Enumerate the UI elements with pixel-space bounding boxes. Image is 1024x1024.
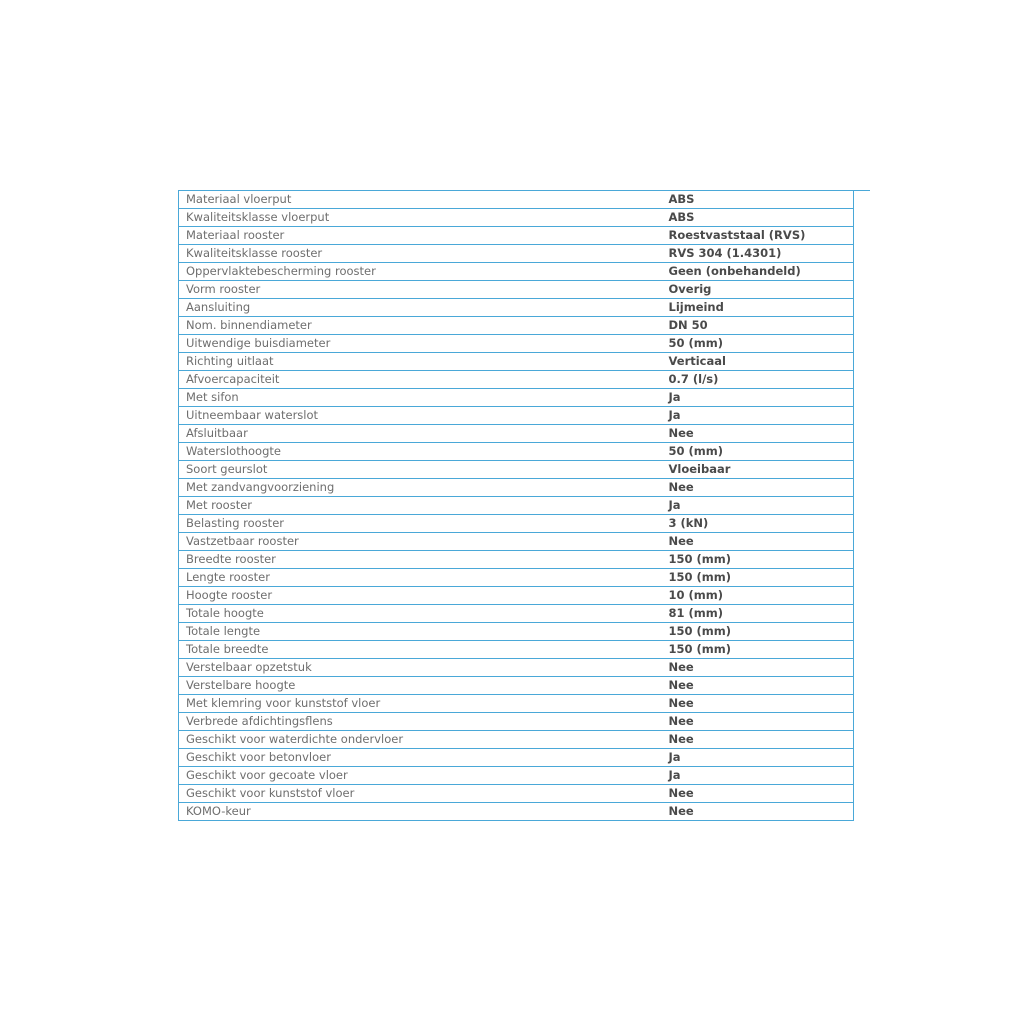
- spec-label: Verstelbare hoogte: [179, 677, 662, 695]
- spec-row: [179, 695, 854, 713]
- spec-row: [179, 515, 854, 533]
- spec-value: ABS: [662, 209, 854, 227]
- spec-label: Uitneembaar waterslot: [179, 407, 662, 425]
- spec-row: [179, 569, 854, 587]
- spec-value: 50 (mm): [662, 443, 854, 461]
- spec-label: Materiaal vloerput: [179, 191, 662, 209]
- spec-label: Materiaal rooster: [179, 227, 662, 245]
- spec-value: Nee: [662, 713, 854, 731]
- spec-label: Soort geurslot: [179, 461, 662, 479]
- spec-row: [179, 191, 854, 209]
- spec-label: Geschikt voor betonvloer: [179, 749, 662, 767]
- spec-value: Nee: [662, 785, 854, 803]
- spec-value: DN 50: [662, 317, 854, 335]
- spec-value: 150 (mm): [662, 641, 854, 659]
- spec-value: 150 (mm): [662, 569, 854, 587]
- spec-value: 50 (mm): [662, 335, 854, 353]
- spec-row: [179, 299, 854, 317]
- spec-label: KOMO-keur: [179, 803, 662, 821]
- spec-label: Uitwendige buisdiameter: [179, 335, 662, 353]
- spec-value: 150 (mm): [662, 551, 854, 569]
- spec-table-container: [178, 190, 854, 821]
- spec-label: Belasting rooster: [179, 515, 662, 533]
- spec-label: Nom. binnendiameter: [179, 317, 662, 335]
- spec-row: [179, 209, 854, 227]
- spec-value: Nee: [662, 803, 854, 821]
- spec-label: Totale hoogte: [179, 605, 662, 623]
- spec-value: 10 (mm): [662, 587, 854, 605]
- spec-label: Geschikt voor gecoate vloer: [179, 767, 662, 785]
- spec-value: 3 (kN): [662, 515, 854, 533]
- specifications-table: [178, 190, 854, 821]
- spec-row: [179, 479, 854, 497]
- spec-label: Met rooster: [179, 497, 662, 515]
- spec-row: [179, 605, 854, 623]
- spec-row: [179, 443, 854, 461]
- spec-label: Richting uitlaat: [179, 353, 662, 371]
- spec-row: [179, 335, 854, 353]
- spec-label: Kwaliteitsklasse rooster: [179, 245, 662, 263]
- spec-row: [179, 749, 854, 767]
- spec-row: [179, 281, 854, 299]
- spec-label: Geschikt voor kunststof vloer: [179, 785, 662, 803]
- spec-row: [179, 461, 854, 479]
- spec-row: [179, 767, 854, 785]
- spec-label: Vastzetbaar rooster: [179, 533, 662, 551]
- spec-label: Aansluiting: [179, 299, 662, 317]
- spec-row: [179, 533, 854, 551]
- spec-label: Breedte rooster: [179, 551, 662, 569]
- spec-row: [179, 227, 854, 245]
- spec-value: Lijmeind: [662, 299, 854, 317]
- spec-row: [179, 731, 854, 749]
- spec-row: [179, 353, 854, 371]
- spec-label: Waterslothoogte: [179, 443, 662, 461]
- spec-value: Ja: [662, 389, 854, 407]
- spec-value: Ja: [662, 407, 854, 425]
- spec-value: Roestvaststaal (RVS): [662, 227, 854, 245]
- spec-label: Geschikt voor waterdichte ondervloer: [179, 731, 662, 749]
- spec-value: Overig: [662, 281, 854, 299]
- spec-value: 150 (mm): [662, 623, 854, 641]
- spec-row: [179, 785, 854, 803]
- spec-label: Afsluitbaar: [179, 425, 662, 443]
- spec-row: [179, 407, 854, 425]
- spec-row: [179, 497, 854, 515]
- spec-value: Vloeibaar: [662, 461, 854, 479]
- spec-value: Geen (onbehandeld): [662, 263, 854, 281]
- spec-label: Met zandvangvoorziening: [179, 479, 662, 497]
- spec-value: Nee: [662, 533, 854, 551]
- spec-row: [179, 425, 854, 443]
- spec-row: [179, 389, 854, 407]
- spec-value: Nee: [662, 659, 854, 677]
- spec-row: [179, 245, 854, 263]
- spec-value: Ja: [662, 767, 854, 785]
- spec-row: [179, 641, 854, 659]
- spec-row: [179, 551, 854, 569]
- table-border-extension: [854, 190, 870, 191]
- spec-label: Verbrede afdichtingsflens: [179, 713, 662, 731]
- spec-label: Afvoercapaciteit: [179, 371, 662, 389]
- spec-value: Ja: [662, 497, 854, 515]
- spec-label: Lengte rooster: [179, 569, 662, 587]
- spec-label: Verstelbaar opzetstuk: [179, 659, 662, 677]
- spec-row: [179, 623, 854, 641]
- specifications-table-body: [179, 191, 854, 821]
- spec-label: Met sifon: [179, 389, 662, 407]
- spec-value: 81 (mm): [662, 605, 854, 623]
- spec-row: [179, 803, 854, 821]
- spec-label: Kwaliteitsklasse vloerput: [179, 209, 662, 227]
- spec-label: Hoogte rooster: [179, 587, 662, 605]
- spec-value: Nee: [662, 677, 854, 695]
- spec-row: [179, 371, 854, 389]
- spec-value: Nee: [662, 479, 854, 497]
- spec-row: [179, 317, 854, 335]
- spec-label: Met klemring voor kunststof vloer: [179, 695, 662, 713]
- spec-label: Totale lengte: [179, 623, 662, 641]
- spec-value: Verticaal: [662, 353, 854, 371]
- spec-row: [179, 677, 854, 695]
- spec-value: ABS: [662, 191, 854, 209]
- spec-label: Oppervlaktebescherming rooster: [179, 263, 662, 281]
- spec-row: [179, 587, 854, 605]
- spec-label: Totale breedte: [179, 641, 662, 659]
- spec-row: [179, 659, 854, 677]
- spec-value: Nee: [662, 695, 854, 713]
- spec-value: RVS 304 (1.4301): [662, 245, 854, 263]
- spec-label: Vorm rooster: [179, 281, 662, 299]
- spec-row: [179, 713, 854, 731]
- spec-row: [179, 263, 854, 281]
- spec-value: Ja: [662, 749, 854, 767]
- spec-value: Nee: [662, 425, 854, 443]
- spec-value: Nee: [662, 731, 854, 749]
- spec-value: 0.7 (l/s): [662, 371, 854, 389]
